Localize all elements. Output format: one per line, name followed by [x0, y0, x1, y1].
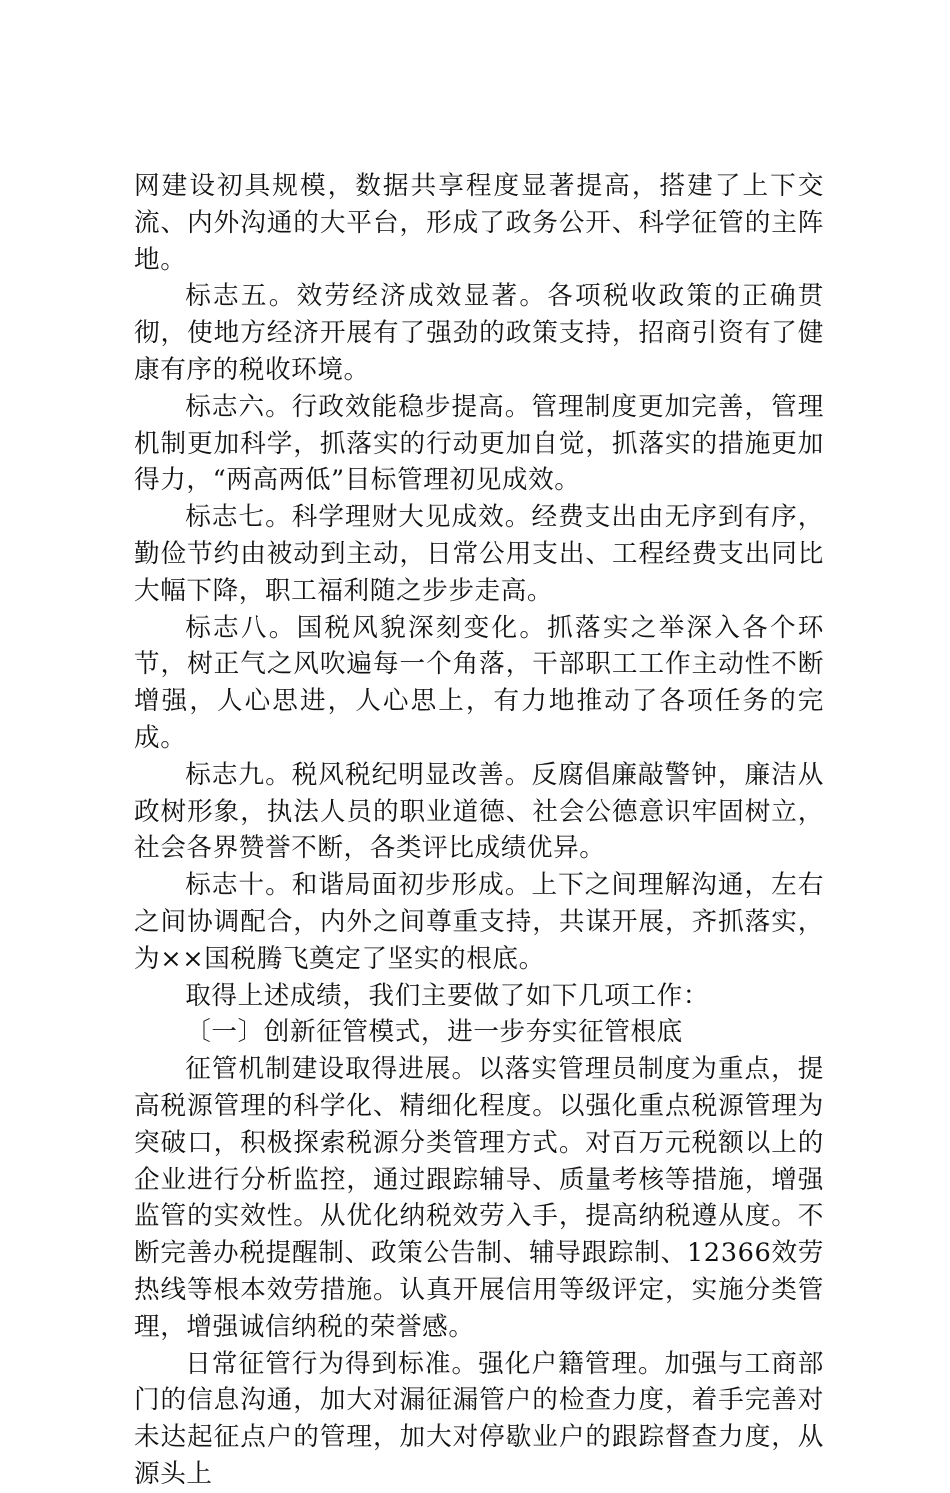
paragraph-mark-eight: 标志八。国税风貌深刻变化。抓落实之举深入各个环节，树正气之风吹遍每一个角落，干部职工工作主动性不断增强，人心思进，人心思上，有力地推动了各项任务的完成。 [134, 612, 824, 753]
paragraph-daily-collection: 日常征管行为得到标准。强化户籍管理。加强与工商部门的信息沟通，加大对漏征漏管户的检查力度，着手完善对未达起征点户的管理，加大对停歇业户的跟踪督查力度，从源头上 [134, 1348, 824, 1489]
paragraph-mark-seven: 标志七。科学理财大见成效。经费支出由无序到有序，勤俭节约由被动到主动，日常公用支出、工程经费支出同比大幅下降，职工福利随之步步走高。 [134, 502, 824, 606]
paragraph-work-summary-intro: 取得上述成绩，我们主要做了如下几项工作： [185, 980, 710, 1011]
section-heading-innovation: 〔一〕创新征管模式，进一步夯实征管根底 [185, 1017, 683, 1048]
paragraph-collection-mechanism: 征管机制建设取得进展。以落实管理员制度为重点，提高税源管理的科学化、精细化程度。以强化重点税源管理为突破口，积极探索税源分类管理方式。对百万元税额以上的企业进行分析监控，通过跟踪辅导、质量考核等措施，增强监管的实效性。从优化纳税效劳入手，提高纳税遵从度。不断完善办税提醒制、政策公告制、辅导跟踪制、12366效劳热线等根本效劳措施。认真开展信用等级评定，实施分类管理，增强诚信纳税的荣誉感。 [134, 1054, 824, 1342]
paragraph-mark-nine: 标志九。税风税纪明显改善。反腐倡廉敲警钟，廉洁从政树形象，执法人员的职业道德、社会公德意识牢固树立，社会各界赞誉不断，各类评比成绩优异。 [134, 759, 824, 864]
paragraph-continued-network-construction: 网建设初具规模，数据共享程度显著提高，搭建了上下交流、内外沟通的大平台，形成了政务公开、科学征管的主阵地。 [134, 171, 824, 275]
paragraph-mark-six: 标志六。行政效能稳步提高。管理制度更加完善，管理机制更加科学，抓落实的行动更加自觉，抓落实的措施更加得力，“两高两低”目标管理初见成效。 [134, 391, 824, 496]
document-body [134, 168, 824, 1493]
paragraph-mark-five: 标志五。效劳经济成效显著。各项税收政策的正确贯彻，使地方经济开展有了强劲的政策支持，招商引资有了健康有序的税收环境。 [134, 281, 824, 385]
paragraph-mark-ten: 标志十。和谐局面初步形成。上下之间理解沟通，左右之间协调配合，内外之间尊重支持，共谋开展，齐抓落实，为××国税腾飞奠定了坚实的根底。 [134, 870, 824, 974]
